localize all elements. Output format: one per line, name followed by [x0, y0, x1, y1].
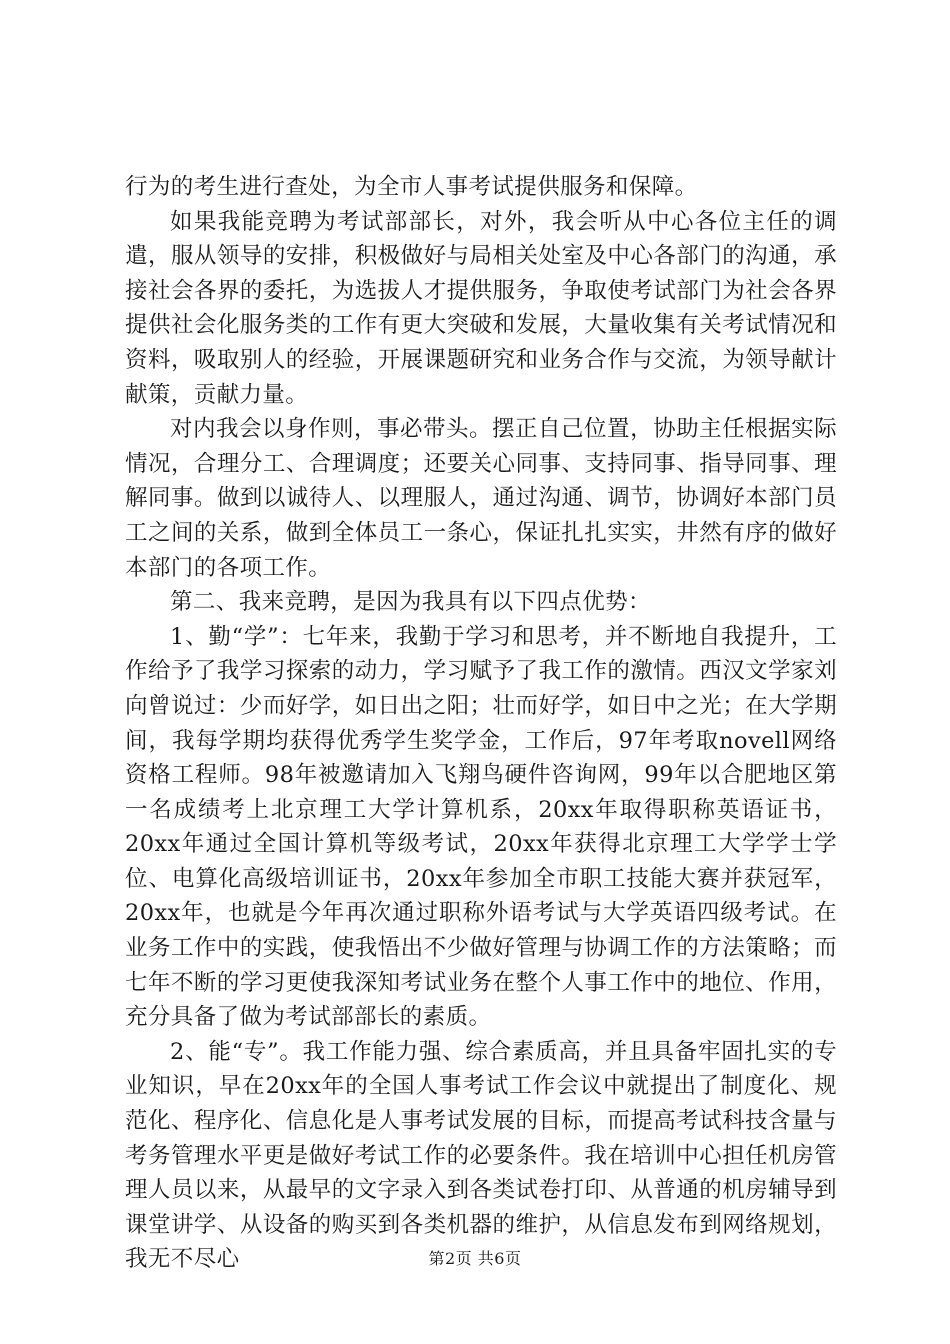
paragraph-2: 如果我能竞聘为考试部部长，对外，我会听从中心各位主任的调遣，服从领导的安排，积极做好与局相关处室及中心各部门的沟通，承接社会各界的委托，为选拔人才提供服务，争取使考试部门为社会各界提供社会化服务类的工作有更大突破和发展，大量收集有关考试情况和资料，吸取别人的经验，开展课题研究和业务合作与交流，为领导献计献策，贡献力量。 [125, 208, 837, 408]
page-number-footer: 第2页 共6页 [428, 1249, 522, 1268]
paragraph-3: 对内我会以身作则，事必带头。摆正自己位置，协助主任根据实际情况，合理分工、合理调度；还要关心同事、支持同事、指导同事、理解同事。做到以诚待人、以理服人，通过沟通、调节，协调好本部门员工之间的关系，做到全体员工一条心，保证扎扎实实，井然有序的做好本部门的各项工作。 [125, 416, 837, 581]
paragraph-5: 1、勤“学”：七年来，我勤于学习和思考，并不断地自我提升，工作给予了我学习探索的动力，学习赋予了我工作的激情。西汉文学家刘向曾说过：少而好学，如日出之阳；壮而好学，如日中之光；在大学期间，我每学期均获得优秀学生奖学金，工作后，97年考取novell网络资格工程师。98年被邀请加入飞翔鸟硬件咨询网，99年以合肥地区第一名成绩考上北京理工大学计算机系，20xx年取得职称英语证书，20xx年通过全国计算机等级考试，20xx年获得北京理工大学学士学位、电算化高级培训证书，20xx年参加全市职工技能大赛并获冠军，20xx年，也就是今年再次通过职称外语考试与大学英语四级考试。在业务工作中的实践，使我悟出不少做好管理与协调工作的方法策略；而七年不断的学习更使我深知考试业务在整个人事工作中的地位、作用，充分具备了做为考试部部长的素质。 [125, 623, 837, 1031]
paragraph-6: 2、能“专”。我工作能力强、综合素质高，并且具备牢固扎实的专业知识，早在20xx年的全国人事考试工作会议中就提出了制度化、规范化、程序化、信息化是人事考试发展的目标，而提高考试科技含量与考务管理水平更是做好考试工作的必要条件。我在培训中心担任机房管理人员以来，从最早的文字录入到各类试卷打印、从普通的机房辅导到课堂讲学、从设备的购买到各类机器的维护，从信息发布到网络规划，我无不尽心 [125, 1038, 837, 1273]
document-body [125, 170, 837, 1277]
paragraph-4: 第二、我来竞聘，是因为我具有以下四点优势： [170, 589, 651, 616]
paragraph-1: 行为的考生进行查处，为全市人事考试提供服务和保障。 [125, 174, 698, 200]
